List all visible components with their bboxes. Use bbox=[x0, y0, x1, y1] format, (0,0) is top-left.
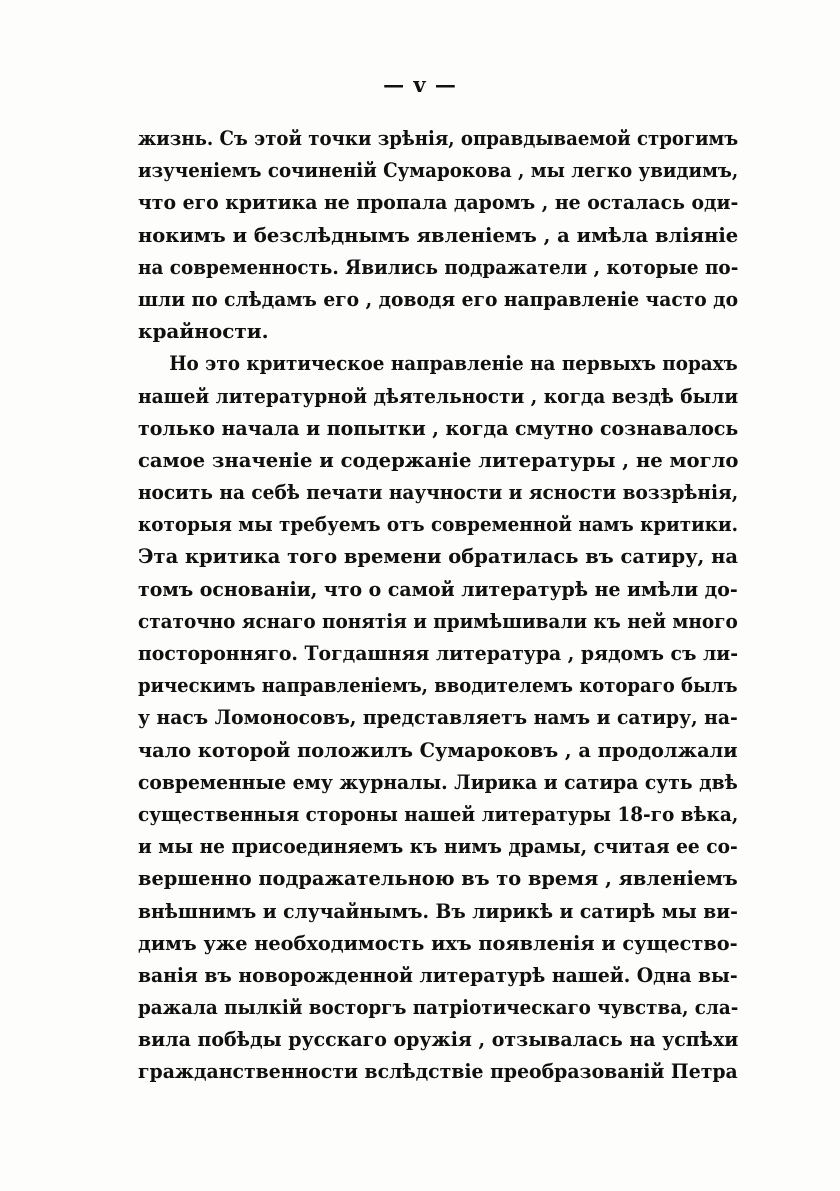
body-text bbox=[138, 122, 738, 1088]
text-line: только начала и попытки , когда смутно сознавалось bbox=[138, 415, 738, 440]
text-line: крайности. bbox=[138, 319, 269, 344]
text-line: у насъ Ломоносовъ, представляетъ намъ и сатиру, на- bbox=[138, 705, 738, 730]
text-line: шли по слѣдамъ его , доводя его направленіе часто до bbox=[138, 286, 738, 311]
text-line: чало которой положилъ Сумароковъ , а продолжали bbox=[138, 737, 738, 762]
text-line: посторонняго. Тогдашняя литература , рядомъ съ ли- bbox=[138, 641, 738, 665]
text-line: ражала пылкій восторгъ патріотическаго чувства, сла- bbox=[138, 995, 738, 1020]
text-line: нокимъ и безслѣднымъ явленіемъ , а имѣла вліяніе bbox=[138, 222, 738, 247]
text-line: и мы не присоединяемъ къ нимъ драмы, считая ее со- bbox=[138, 834, 738, 859]
paragraph-start-line: Но это критическое направленіе на первыхъ порахъ bbox=[169, 351, 738, 376]
page-number: — v — bbox=[383, 72, 457, 97]
text-line: димъ уже необходимость ихъ появленія и существо- bbox=[138, 930, 738, 955]
text-line: внѣшнимъ и случайнымъ. Въ лирикѣ и сатирѣ мы ви- bbox=[138, 898, 738, 923]
text-line: рическимъ направленіемъ, вводителемъ котораго былъ bbox=[138, 673, 738, 698]
text-line: существенныя стороны нашей литературы 18-го вѣка, bbox=[138, 801, 738, 826]
text-line: на современность. Явились подражатели , которые по- bbox=[138, 254, 738, 279]
text-line: которыя мы требуемъ отъ современной намъ критики. bbox=[138, 512, 738, 537]
text-line: вершенно подражательною въ то время , явленіемъ bbox=[138, 866, 738, 891]
text-line: томъ основаніи, что о самой литературѣ не имѣли до- bbox=[138, 576, 738, 601]
text-line: что его критика не пропала даромъ , не осталась оди- bbox=[138, 190, 738, 215]
text-line: изученіемъ сочиненій Сумарокова , мы легко увидимъ, bbox=[138, 158, 738, 183]
text-line: гражданственности вслѣдствіе преобразованій Петра bbox=[138, 1059, 738, 1084]
text-line: нашей литературной дѣятельности , когда вездѣ были bbox=[138, 383, 738, 408]
text-line: ванія въ новорожденной литературѣ нашей. Одна вы- bbox=[138, 962, 738, 987]
text-line: самое значеніе и содержаніе литературы , не могло bbox=[138, 447, 738, 472]
text-line: носить на себѣ печати научности и ясности воззрѣнія, bbox=[138, 480, 738, 505]
text-line: статочно яснаго понятія и примѣшивали къ ней много bbox=[138, 608, 738, 633]
text-line: современные ему журналы. Лирика и сатира суть двѣ bbox=[138, 769, 738, 794]
text-line: жизнь. Съ этой точки зрѣнія, оправдываемой строгимъ bbox=[138, 126, 738, 150]
text-line: Эта критика того времени обратилась въ сатиру, на bbox=[138, 544, 738, 569]
text-line: вила побѣды русскаго оружія , отзывалась на успѣхи bbox=[138, 1027, 738, 1052]
